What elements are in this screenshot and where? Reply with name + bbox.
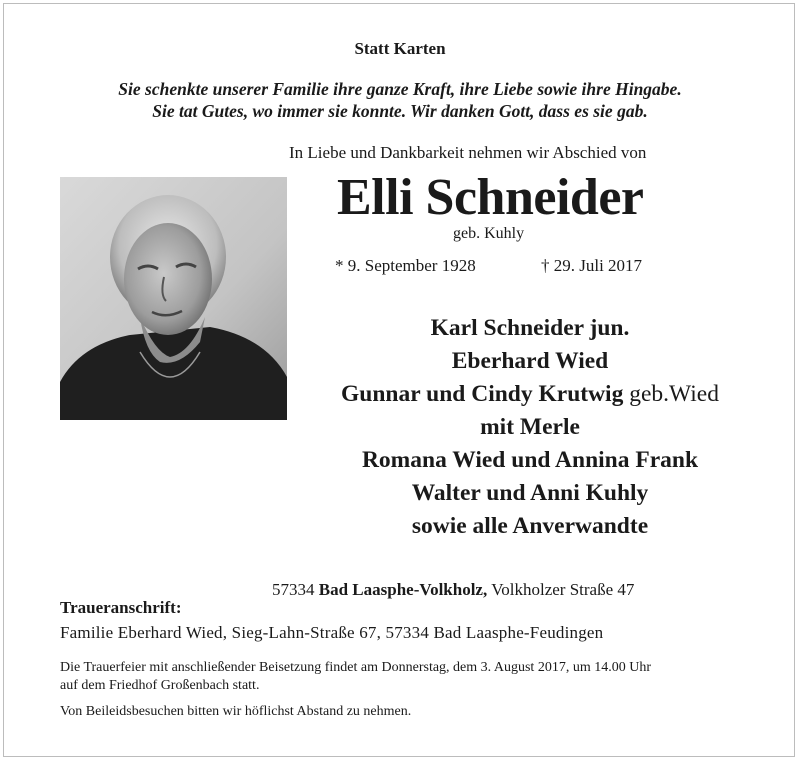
traueranschrift-address: Familie Eberhard Wied, Sieg-Lahn-Straße 67, 57334 Bad Laasphe-Feudingen [60, 623, 604, 642]
deceased-name: Elli Schneider [337, 169, 644, 226]
mourner-line [290, 378, 770, 411]
death-date: † 29. Juli 2017 [541, 256, 643, 275]
maiden-name: geb. Kuhly [453, 225, 525, 242]
quote-line-1: Sie schenkte unserer Familie ihre ganze Kraft, ihre Liebe sowie ihre Hingabe. [118, 79, 682, 99]
birth-date: * 9. September 1928 [335, 256, 476, 275]
mourner-line: mit Merle [480, 414, 580, 440]
funeral-notice-line-2: auf dem Friedhof Großenbach statt. [60, 678, 260, 693]
condolence-notice: Von Beileidsbesuchen bitten wir höflichst Abstand zu nehmen. [60, 704, 412, 719]
mourner-line: sowie alle Anverwandte [411, 513, 649, 539]
address-street: Volkholzer Straße 47 [491, 580, 635, 599]
mourners-list [290, 312, 770, 543]
portrait-photo [60, 177, 287, 420]
quote-line-2: Sie tat Gutes, wo immer sie konnte. Wir danken Gott, dass es sie gab. [152, 101, 648, 121]
mourner-line: Karl Schneider jun. [430, 315, 630, 341]
statt-karten: Statt Karten [354, 39, 446, 58]
mourner-line: Romana Wied und Annina Frank [361, 447, 699, 473]
address-place: Bad Laasphe-Volkholz, [318, 580, 488, 599]
memorial-quote [0, 78, 800, 122]
intro-text: In Liebe und Dankbarkeit nehmen wir Abschied von [289, 143, 647, 162]
family-address [272, 580, 634, 600]
mourner-names: Gunnar und Cindy Krutwig [341, 381, 624, 407]
funeral-notice [60, 659, 651, 695]
traueranschrift-label: Traueranschrift: [60, 598, 182, 617]
mourner-line: Walter und Anni Kuhly [411, 480, 649, 506]
mourner-line: Eberhard Wied [451, 348, 609, 374]
address-zip: 57334 [272, 580, 315, 599]
funeral-notice-line-1: Die Trauerfeier mit anschließender Beisetzung findet am Donnerstag, dem 3. August 2017, um 14.00 Uhr [60, 660, 651, 675]
mourner-maiden: geb.Wied [629, 381, 719, 407]
